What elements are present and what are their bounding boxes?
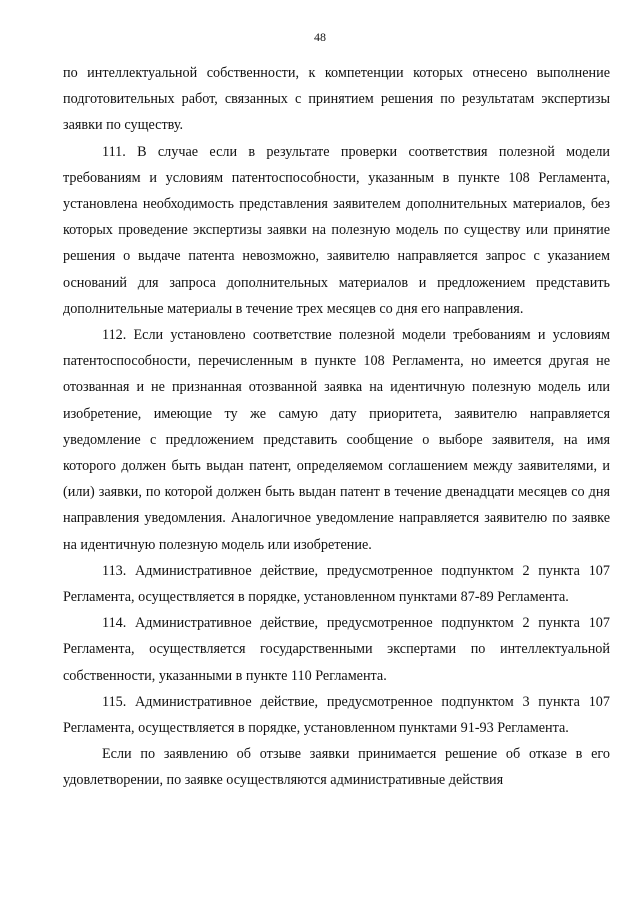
paragraph-111: 111. В случае если в результате проверки соответствия полезной модели требованиям и условиям патентоспособности, указанным в пункте 108 Регламента, установлена необходимость представления заявителем дополнительных материалов, без которых проведение экспертизы заявки на полезную модель по существу или принятие решения о выдаче патента невозможно, заявителю направляется запрос с указанием оснований для запроса дополнительных материалов и предложением представить дополнительные материалы в течение трех месяцев со дня его направления. — [63, 143, 610, 317]
paragraph-114: 114. Административное действие, предусмотренное подпунктом 2 пункта 107 Регламента, осуществляется государственными экспертами по интеллектуальной собственности, указанными в пункте 110 Регламента. — [63, 615, 610, 684]
paragraph-continuation: по интеллектуальной собственности, к компетенции которых отнесено выполнение подготовительных работ, связанных с принятием решения по результатам экспертизы заявки по существу. — [63, 65, 610, 134]
paragraph-113: 113. Административное действие, предусмотренное подпунктом 2 пункта 107 Регламента, осуществляется в порядке, установленном пунктами 87-89 Регламента. — [63, 562, 610, 606]
paragraph-115: 115. Административное действие, предусмотренное подпунктом 3 пункта 107 Регламента, осуществляется в порядке, установленном пунктами 91-93 Регламента. — [63, 693, 610, 737]
page-number: 48 — [314, 30, 326, 44]
document-body — [63, 60, 610, 794]
paragraph-112: 112. Если установлено соответствие полезной модели требованиям и условиям патентоспособности, перечисленным в пункте 108 Регламента, но имеется другая не отозванная и не признанная отозванной заявка на идентичную полезную модель или изобретение, имеющие ту же самую дату приоритета, заявителю направляется уведомление с предложением представить сообщение о выборе заявителя, на имя которого должен быть выдан патент, определяемом соглашением между заявителями, и (или) заявки, по которой должен быть выдан патент в течение двенадцати месяцев со дня направления уведомления. Аналогичное уведомление направляется заявителю по заявке на идентичную полезную модель или изобретение. — [63, 327, 610, 553]
paragraph-withdrawal: Если по заявлению об отзыве заявки принимается решение об отказе в его удовлетворении, по заявке осуществляются административные действия — [63, 746, 610, 789]
